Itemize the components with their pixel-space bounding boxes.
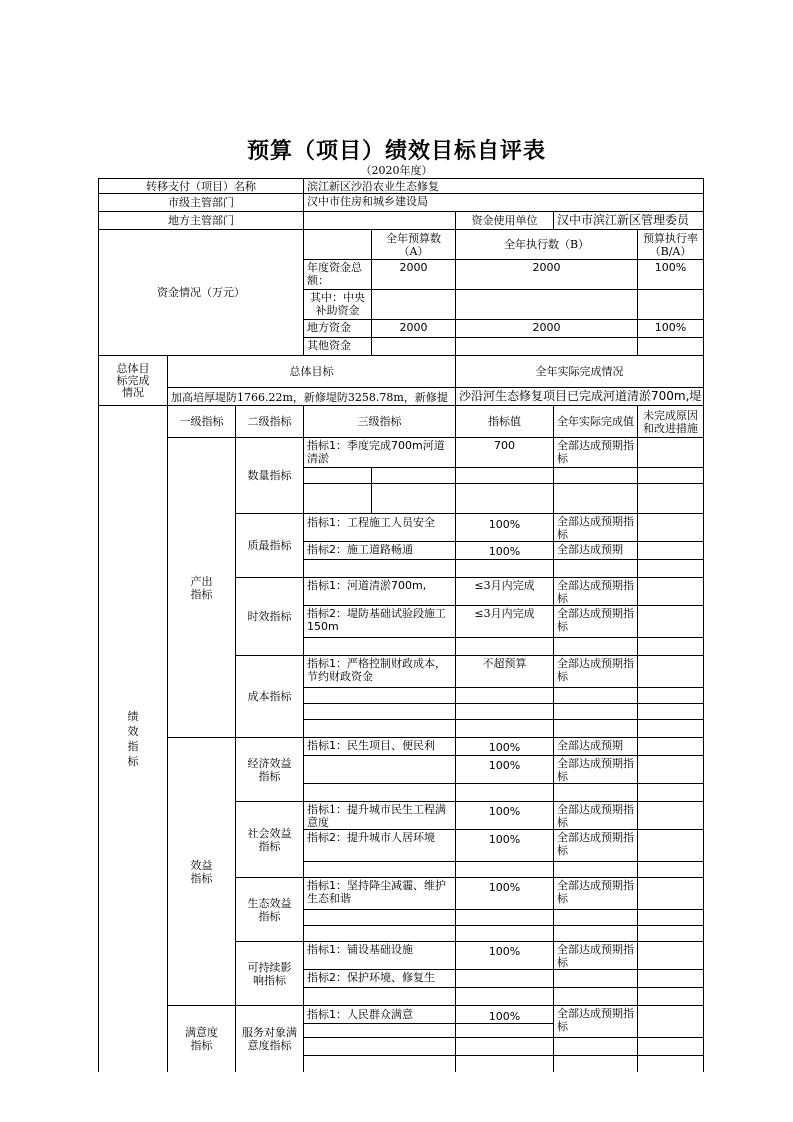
fund-unit-value: 汉中市滨江新区管理委员 [554, 212, 704, 230]
sustainable-actual: 全部达成预期指标 [554, 942, 638, 970]
service-value: 100% [456, 1006, 554, 1024]
ecological-reason [638, 878, 704, 910]
empty-cell [638, 1056, 704, 1072]
empty-cell [638, 970, 704, 988]
empty-cell [304, 862, 456, 878]
year-label: （2020年度） [360, 164, 433, 177]
funds-row-b: 2000 [456, 320, 638, 338]
goal-actual-text: 沙沿河生态修复项目已完成河道清淤700m,堤 [456, 388, 704, 406]
project-label: 转移支付（项目）名称 [98, 178, 304, 194]
empty-cell [456, 484, 554, 514]
quality-actual: 全部达成预期 [554, 542, 638, 560]
empty-cell [554, 784, 638, 802]
empty-cell [304, 1056, 456, 1072]
service-actual: 全部达成预期指标 [554, 1006, 638, 1038]
empty-cell [554, 704, 638, 720]
empty-cell [456, 910, 554, 926]
funds-label: 资金情况（万元） [98, 230, 304, 356]
quantity-label: 数量指标 [236, 438, 304, 514]
empty-cell [456, 704, 554, 720]
ecological-label: 生态效益指标 [236, 878, 304, 942]
funds-col-a: 全年预算数（A） [372, 230, 456, 260]
social-reason [638, 802, 704, 830]
ecological-indicator: 指标1：坚持降尘减霾、维护生态和谐 [304, 878, 456, 910]
sustainable-reason [638, 942, 704, 970]
empty-cell [304, 1024, 456, 1038]
empty-cell [304, 688, 456, 704]
sustainable-indicator: 指标1：铺设基础设施 [304, 942, 456, 970]
empty-cell [638, 468, 704, 484]
satisfaction-label: 满意度指标 [168, 1006, 236, 1072]
empty-cell [456, 720, 554, 738]
quality-value: 100% [456, 514, 554, 542]
empty-cell [638, 1038, 704, 1056]
empty-cell [456, 862, 554, 878]
empty-cell [456, 1024, 554, 1038]
empty-cell [304, 484, 372, 514]
empty-cell [456, 926, 554, 942]
empty-cell [638, 638, 704, 656]
empty-cell [456, 688, 554, 704]
funds-col-b: 全年执行数（B） [456, 230, 638, 260]
funds-row-a: 2000 [372, 320, 456, 338]
empty-cell [304, 560, 456, 578]
timeliness-indicator: 指标2：堤防基础试验段施工150m [304, 606, 456, 638]
empty-cell [554, 970, 638, 988]
timeliness-value: ≤3月内完成 [456, 606, 554, 638]
empty-cell [456, 1056, 554, 1072]
empty-cell [638, 560, 704, 578]
empty-cell [554, 468, 638, 484]
city-dept-value: 汉中市住房和城乡建设局 [304, 194, 704, 212]
empty-cell [456, 970, 554, 988]
cost-indicator: 指标1：严格控制财政成本，节约财政资金 [304, 656, 456, 688]
empty-cell [554, 926, 638, 942]
timeliness-label: 时效指标 [236, 578, 304, 656]
empty-cell [638, 720, 704, 738]
social-value: 100% [456, 830, 554, 862]
timeliness-reason [638, 606, 704, 638]
empty-cell [456, 784, 554, 802]
header-reason: 未完成原因和改进措施 [638, 406, 704, 438]
timeliness-reason [638, 578, 704, 606]
empty-cell [554, 910, 638, 926]
timeliness-actual: 全部达成预期指标 [554, 606, 638, 638]
funds-row-name: 年度资金总额： [304, 260, 372, 290]
cost-label: 成本指标 [236, 656, 304, 738]
empty-cell [554, 638, 638, 656]
quality-label: 质最指标 [236, 514, 304, 578]
empty-cell [372, 468, 456, 484]
funds-corner [304, 230, 372, 260]
empty-cell [638, 704, 704, 720]
project-value: 滨江新区沙沿农业生态修复 [304, 178, 704, 194]
funds-row-name: 其他资金 [304, 338, 372, 356]
economic-value: 100% [456, 738, 554, 756]
empty-cell [554, 988, 638, 1006]
cost-reason [638, 656, 704, 688]
service-label: 服务对象满意度指标 [236, 1006, 304, 1072]
timeliness-value: ≤3月内完成 [456, 578, 554, 606]
funds-row-a [372, 290, 456, 320]
social-label: 社会效益指标 [236, 802, 304, 878]
empty-cell [638, 484, 704, 514]
economic-reason [638, 756, 704, 784]
quantity-value: 700 [456, 438, 554, 468]
goal-target-header: 总体目标 [168, 356, 456, 388]
empty-cell [456, 638, 554, 656]
empty-cell [456, 1038, 554, 1056]
empty-cell [304, 468, 372, 484]
empty-cell [554, 1038, 638, 1056]
funds-row-rate [638, 338, 704, 356]
funds-col-rate: 预算执行率（B/A） [638, 230, 704, 260]
city-dept-label: 市级主管部门 [98, 194, 304, 212]
empty-cell [456, 468, 554, 484]
empty-cell [304, 638, 456, 656]
empty-cell [304, 1038, 456, 1056]
economic-reason [638, 738, 704, 756]
empty-cell [638, 784, 704, 802]
social-reason [638, 830, 704, 862]
perf-label: 绩效指标 [98, 406, 168, 1072]
quality-indicator: 指标2：施工道路畅通 [304, 542, 456, 560]
economic-label: 经济效益指标 [236, 738, 304, 802]
cost-actual: 全部达成预期指标 [554, 656, 638, 688]
social-actual: 全部达成预期指标 [554, 830, 638, 862]
empty-cell [638, 688, 704, 704]
empty-cell [554, 688, 638, 704]
sustainable-indicator: 指标2：保护环境、修复生 [304, 970, 456, 988]
funds-row-rate: 100% [638, 260, 704, 290]
quantity-indicator: 指标1：季度完成700m河道清淤 [304, 438, 456, 468]
empty-cell [304, 784, 456, 802]
empty-cell [372, 484, 456, 514]
service-indicator: 指标1：人民群众满意 [304, 1006, 456, 1024]
social-indicator: 指标1：提升城市民生工程满意度 [304, 802, 456, 830]
fund-unit-label: 资金使用单位 [456, 212, 554, 230]
header-l3: 三级指标 [304, 406, 456, 438]
sustainable-label: 可持续影响指标 [236, 942, 304, 1006]
sustainable-value: 100% [456, 942, 554, 970]
timeliness-actual: 全部达成预期指标 [554, 578, 638, 606]
empty-cell [554, 1056, 638, 1072]
quality-value: 100% [456, 542, 554, 560]
empty-cell [304, 756, 456, 784]
empty-cell [304, 910, 456, 926]
economic-value: 100% [456, 756, 554, 784]
funds-row-a [372, 338, 456, 356]
ecological-actual: 全部达成预期指标 [554, 878, 638, 910]
output-label: 产出指标 [168, 438, 236, 738]
empty-cell [304, 704, 456, 720]
empty-cell [456, 560, 554, 578]
empty-cell [554, 862, 638, 878]
economic-actual: 全部达成预期 [554, 738, 638, 756]
empty-cell [554, 720, 638, 738]
economic-actual: 全部达成预期指标 [554, 756, 638, 784]
funds-row-a: 2000 [372, 260, 456, 290]
empty-cell [554, 484, 638, 514]
funds-row-name: 地方资金 [304, 320, 372, 338]
service-reason [638, 1006, 704, 1038]
quality-indicator: 指标1：工程施工人员安全 [304, 514, 456, 542]
quantity-actual: 全部达成预期指标 [554, 438, 638, 468]
empty-cell [638, 910, 704, 926]
empty-cell [638, 926, 704, 942]
goal-actual-header: 全年实际完成情况 [456, 356, 704, 388]
social-indicator: 指标2：提升城市人居环境 [304, 830, 456, 862]
funds-row-rate: 100% [638, 320, 704, 338]
funds-row-b [456, 338, 638, 356]
empty-cell [304, 926, 456, 942]
cost-value: 不超预算 [456, 656, 554, 688]
funds-row-b: 2000 [456, 260, 638, 290]
local-dept-label: 地方主管部门 [98, 212, 304, 230]
local-dept-value [304, 212, 456, 230]
funds-row-b [456, 290, 638, 320]
empty-cell [456, 988, 554, 1006]
benefit-label: 效益指标 [168, 738, 236, 1006]
empty-cell [554, 560, 638, 578]
header-value: 指标值 [456, 406, 554, 438]
social-actual: 全部达成预期指标 [554, 802, 638, 830]
empty-cell [304, 720, 456, 738]
quantity-reason [638, 438, 704, 468]
quality-actual: 全部达成预期指标 [554, 514, 638, 542]
social-value: 100% [456, 802, 554, 830]
quality-reason [638, 514, 704, 542]
empty-cell [638, 988, 704, 1006]
header-actual: 全年实际完成值 [554, 406, 638, 438]
timeliness-indicator: 指标1：河道清淤700m, [304, 578, 456, 606]
ecological-value: 100% [456, 878, 554, 910]
quality-reason [638, 542, 704, 560]
header-l2: 二级指标 [236, 406, 304, 438]
goal-label: 总体目标完成情况 [98, 356, 168, 406]
empty-cell [304, 988, 456, 1006]
funds-row-rate [638, 290, 704, 320]
page-title: 预算（项目）绩效目标自评表 [246, 138, 546, 164]
empty-cell [638, 862, 704, 878]
funds-row-name: 其中：中央补助资金 [304, 290, 372, 320]
header-l1: 一级指标 [168, 406, 236, 438]
economic-indicator: 指标1：民生项目、便民利 [304, 738, 456, 756]
goal-target-text: 加高培厚堤防1766.22m，新修堤防3258.78m，新修提 [168, 388, 456, 406]
